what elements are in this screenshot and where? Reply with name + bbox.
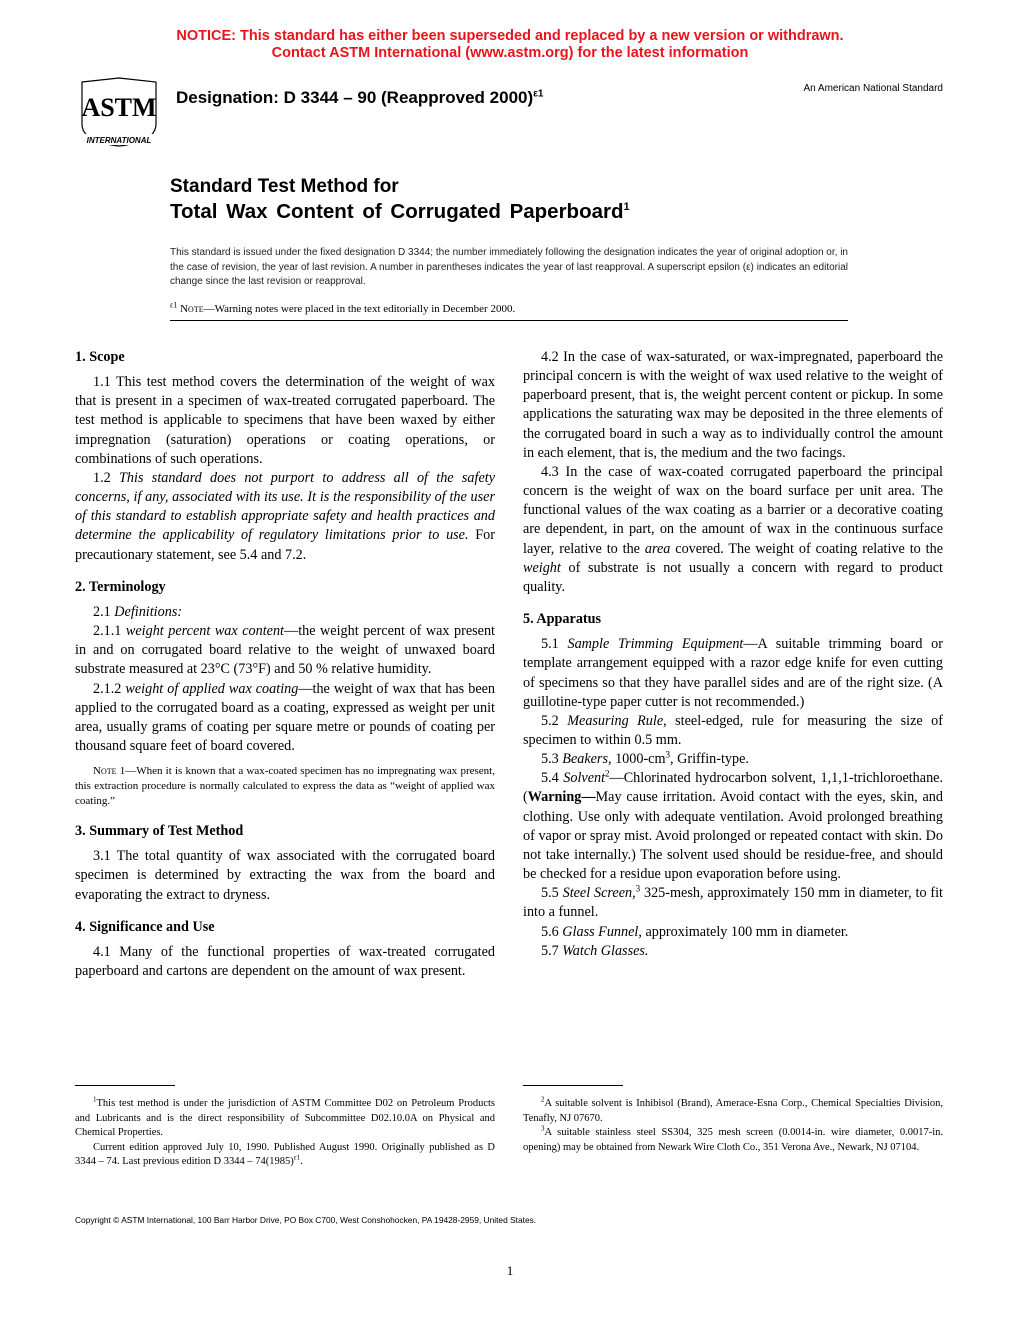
note: Note 1—When it is known that a wax-coated specimen has no impregnating wax present, this extraction procedure is normally calculated to express the data as “weight of applied wax coating.” [75,765,495,808]
header-divider [170,320,848,321]
right-column [523,348,943,961]
notice-line-2: Contact ASTM International (www.astm.org) for the latest information [271,45,749,61]
designation: Designation: D 3344 – 90 (Reapproved 2000)$^{\varepsilon 1}$ [176,88,544,107]
paragraph: 5.1 Sample Trimming Equipment—A suitable trimming board or template arrangement equipped with a razor edge knife for even cutting of specimens so that they have parallel sides and are of the right size. (A guillotine-type paper cutter is not recommended.) [523,636,943,710]
footnotes-right [523,1097,943,1155]
paragraph: 5.7 Watch Glasses. [541,942,649,959]
document-title [170,174,630,224]
footnote: $^3$A suitable stainless steel SS304, 325 mesh screen (0.0014-in. wire diameter, 0.0017-in. opening) may be obtained from Newark Wire Cloth Co., 351 Verona Ave., Newark, NJ 07104. [523,1124,943,1153]
footnote-divider [523,1085,623,1086]
paragraph: 1.1 This test method covers the determination of the weight of wax that is present in a specimen of wax-treated corrugated paperboard. The test method is applicable to specimens that have been waxed by either impregnation (saturation) operations or coating operations, or combinations of such operations. [75,374,495,467]
section-heading: 2. Terminology [75,578,166,595]
paragraph: 2.1 Definitions: [93,603,183,620]
footnote: Current edition approved July 10, 1990. Published August 1990. Originally published as D 3344 – 74. Last previous edition D $3344 - 74(1985)^{\varepsilon 1}$. [75,1141,495,1167]
paragraph: 5.5 Steel Screen,$^3$ 325-mesh, approximately 150 mm in diameter, to fit into a funnel. [523,883,943,921]
epsilon-note: $^{\varepsilon 1}$ Note—Warning notes were placed in the text editorially in December 2000. [170,300,516,315]
section-heading: 5. Apparatus [523,611,602,628]
footnote: $^2$A suitable solvent is Inhibisol (Brand), Amerace-Esna Corp., Chemical Specialties Division, Tenafly, NJ 07670. [523,1095,943,1124]
paragraph: 5.2 Measuring Rule, steel-edged, rule for measuring the size of specimen to within 0.5 mm. [523,712,943,748]
title-line-1: Standard Test Method for [170,176,399,197]
paragraph: 5.6 Glass Funnel, approximately 100 mm in diameter. [541,923,849,940]
footnotes-left [75,1097,495,1170]
page-number: 1 [506,1263,514,1278]
paragraph: 5.4 Solvent$^2$—Chlorinated hydrocarbon solvent, 1,1,1-trichloroethane. (Warning—May cause irritation. Avoid contact with the eyes, skin, and clothing. Use only with adequate ventilation. Avoid prolonged breathing of vapor or spray mist. Avoid prolonged or repeated contact with skin. Do not take internally.) The solvent used should be residue-free, and should be checked for a residue upon evaporation before using. [523,768,944,883]
section-heading: 1. Scope [75,349,125,365]
paragraph: 2.1.1 weight percent wax content—the weight percent of wax present in and on corrugated board relative to the weight of unwaxed board substrate measured at 23°C (73°F) and 50 % relative humidity. [75,623,495,678]
footnote: $^1$This test method is under the jurisdiction of ASTM Committee D02 on Petroleum Products and Lubricants and is the direct responsibility of Subcommittee D02.10.0A on Physical and Chemical Properties. [75,1095,495,1138]
section-heading: 4. Significance and Use [75,918,215,935]
paragraph: 3.1 The total quantity of wax associated with the corrugated board specimen is determined by extracting the wax from the board and evaporating the extract to dryness. [75,848,495,903]
paragraph: 2.1.2 weight of applied wax coating—the weight of wax that has been applied to the corrugated board as a coating, expressed as weight per unit area, usually grams of coating per square metre or pounds of coating per thousand square feet of board covered. [75,680,496,754]
paragraph: 4.1 Many of the functional properties of wax-treated corrugated paperboard and cartons are dependent on the amount of wax present. [75,943,495,980]
footnote-divider [75,1085,175,1086]
paragraph: 4.2 In the case of wax-saturated, or wax-impregnated, paperboard the principal concern is with the weight of wax used relative to the weight of paperboard present, that is, the weight percent content or pickup. In some applications the saturating wax may be deposited in the three elements of the corrugated board in such a way as to individually control the amount in each element, that is, the medium and the two facings. [523,349,943,461]
left-column [75,348,495,981]
national-standard-label: An American National Standard [803,83,943,94]
astm-logo [76,76,162,152]
logo-subtext: INTERNATIONAL [86,136,152,145]
title-line-2: Total Wax Content of Corrugated Paperboard$^1$ [170,200,630,223]
paragraph: 1.2 This standard does not purport to address all of the safety concerns, if any, associated with its use. It is the responsibility of the user of this standard to establish appropriate safety and health practices and determine the applicability of regulatory limitations prior to use. For precautionary statement, see 5.4 and 7.2. [75,469,495,563]
notice-line-1: NOTICE: This standard has either been superseded and replaced by a new version or withdrawn. [176,28,844,44]
issuance-statement: This standard is issued under the fixed designation D 3344; the number immediately following the designation indicates the year of original adoption or, in the case of revision, the year of last revision. A number in parentheses indicates the year of last reapproval. A superscript epsilon (ε) indicates an editorial change since the last revision or reapproval. [170,247,848,287]
notice-banner [0,28,1020,62]
paragraph: 4.3 In the case of wax-coated corrugated paperboard the principal concern is the weight of wax on the board surface per unit area. The functional values of the wax coating as a barrier or a decorative coating are dependent, in part, on the amount of wax in the continuous surface layer, relative to the area covered. The weight of coating relative to the weight of substrate is not usually a concern with regard to product quality. [523,463,943,595]
paragraph: 5.3 Beakers, $1000-cm^3$, Griffin-type. [541,749,749,768]
logo-text: ASTM [81,93,157,122]
copyright: Copyright © ASTM International, 100 Barr Harbor Drive, PO Box C700, West Conshohocken, PA 19428-2959, United States. [75,1215,537,1225]
section-heading: 3. Summary of Test Method [75,823,244,840]
